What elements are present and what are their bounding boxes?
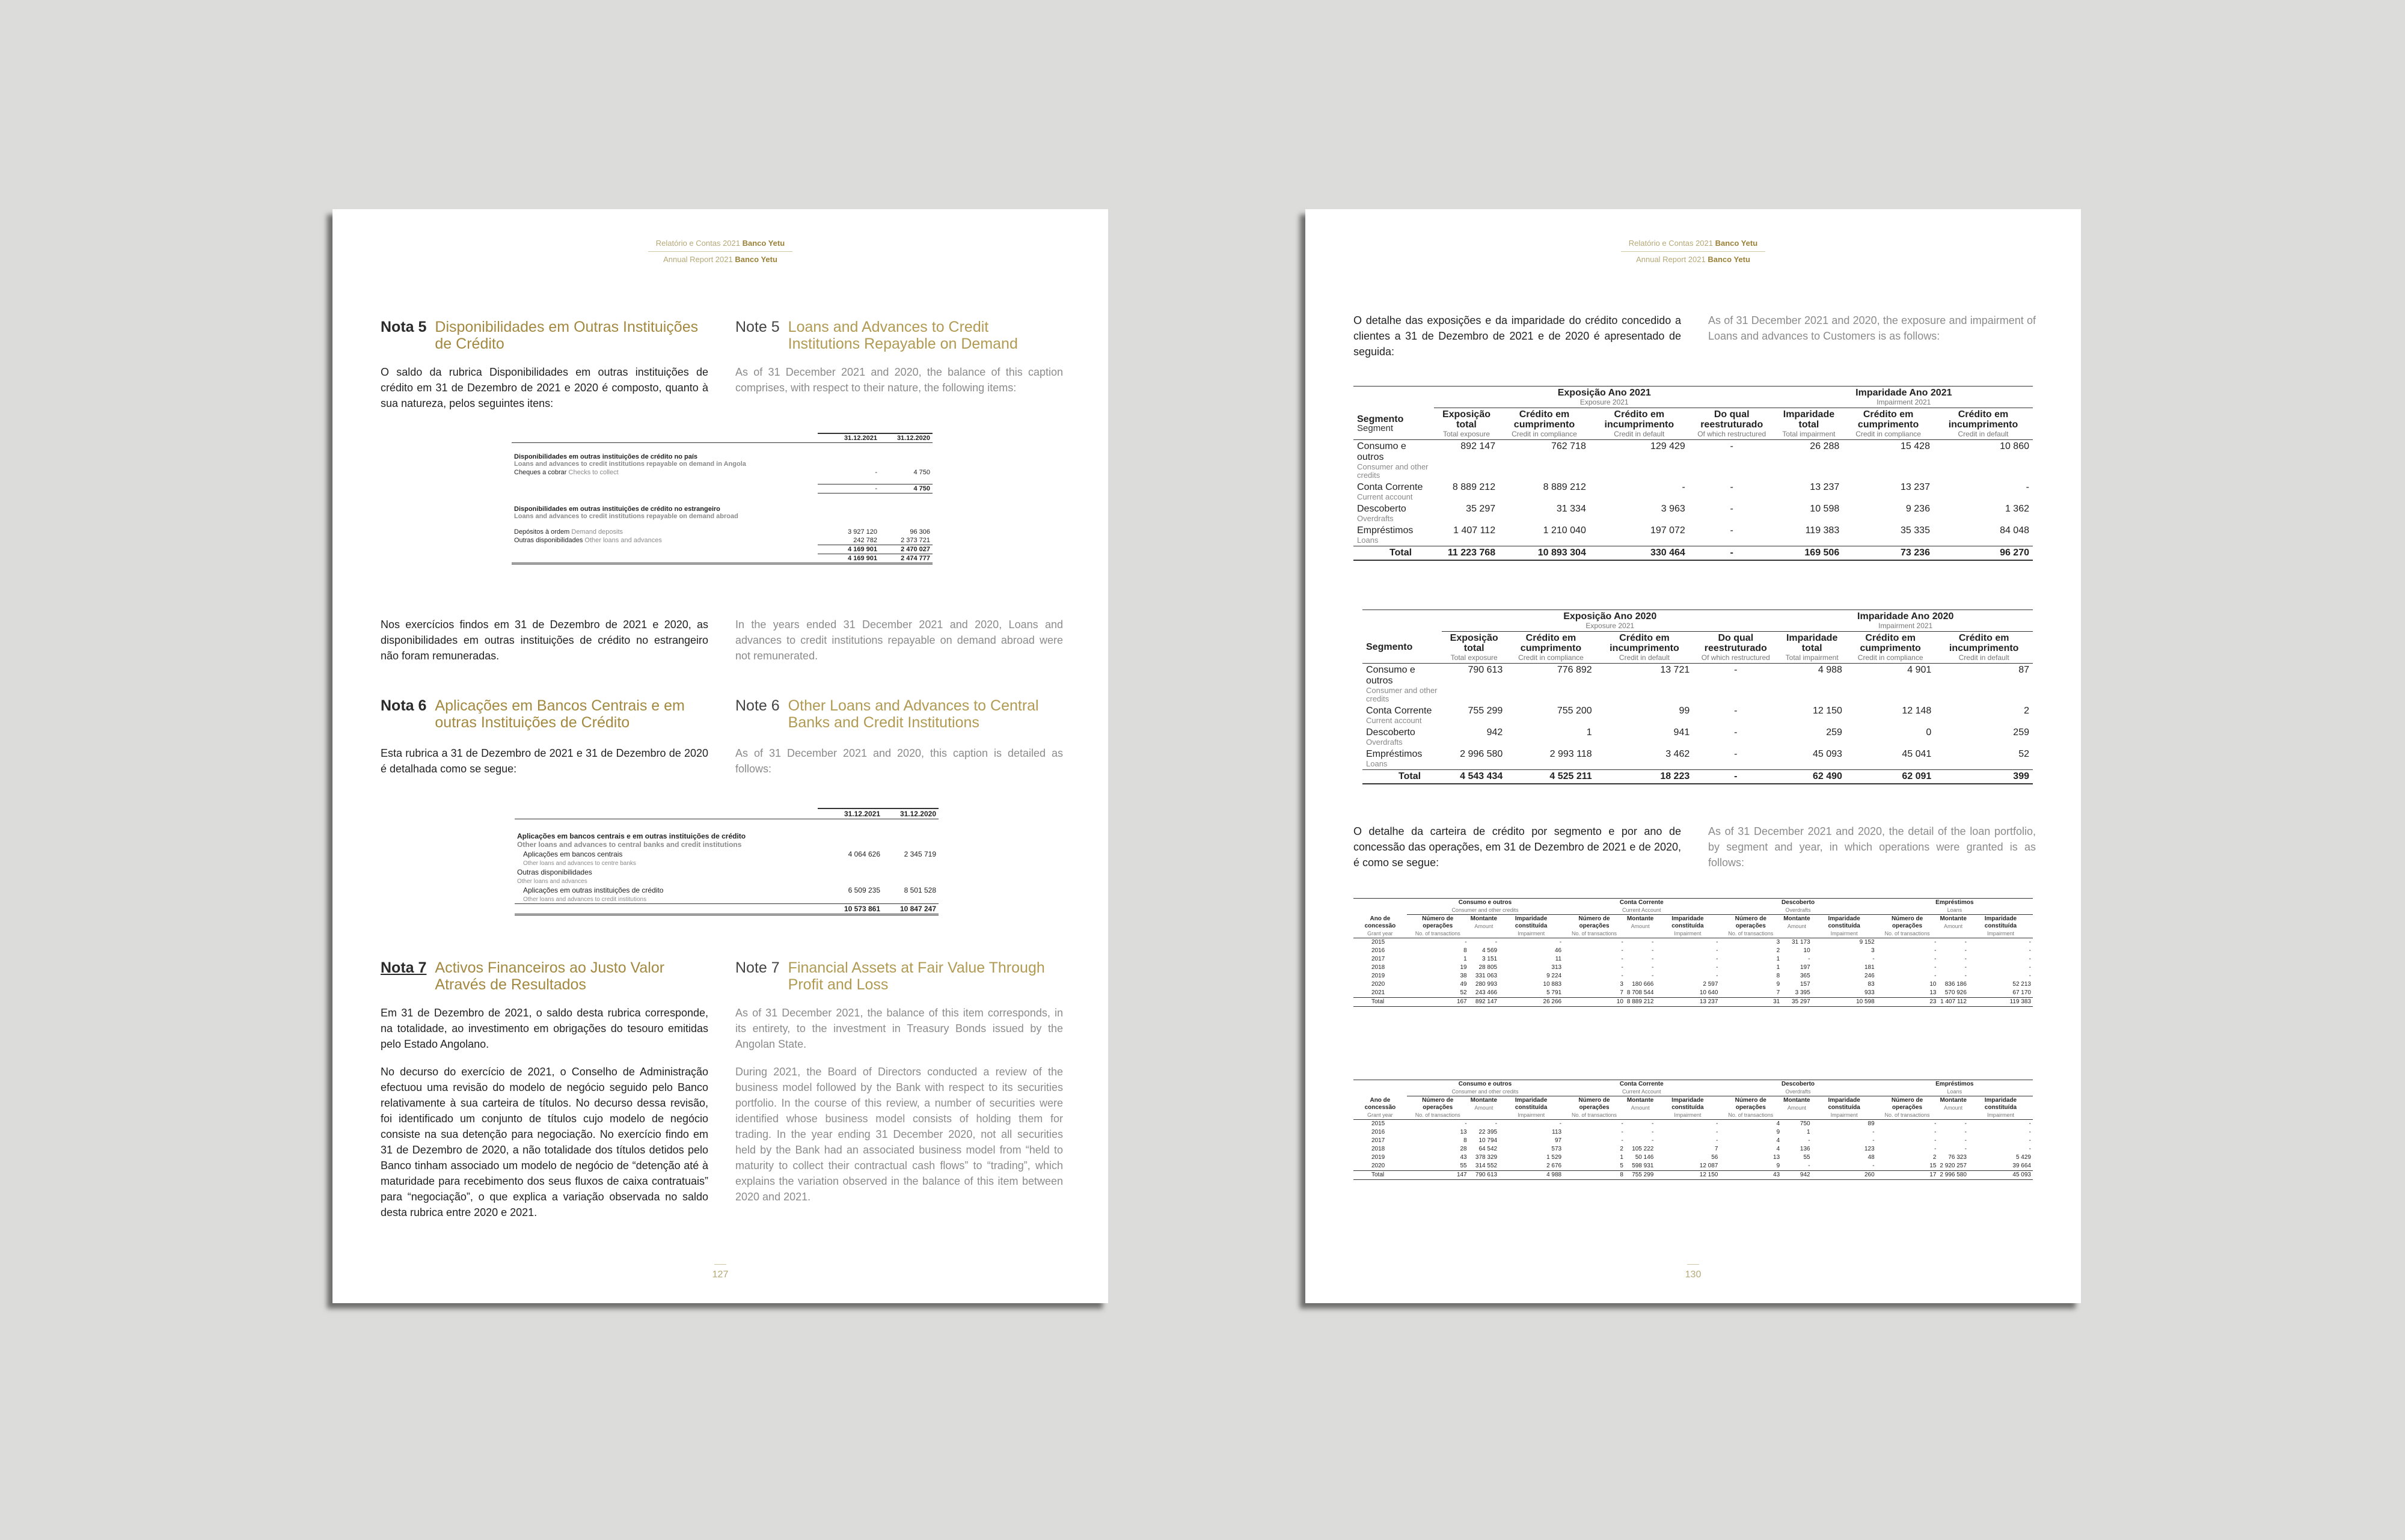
running-header — [332, 237, 1108, 266]
note6-heading-en: Note 6 Other Loans and Advances to Central Banks and Credit Institutions — [735, 697, 1039, 731]
report-page-right — [1305, 209, 2081, 1303]
vintage-table-2021: Consumo e outros Consumer and other credits Conta Corrente Current Account Descoberto Overdrafts Empréstimos Loans Ano de concessão Grant year Número de operações No. of transactions Montante Amount Imparidade constituída Impairment Número de operações No. of transactions Montante Amount Imparidade constituída Impairment Número de operações No. of transactions Montante Amount Imparidade constituída Impairment Número de operações No. of transactions Montante Amount Imparidade constituída Impairment 2015 - - - - - - 3 31 173 9 152 - - - 2016 8 4 569 46 - - - 2 10 3 - - - 2017 1 3 151 11 - - - 1 - - - - - 2018 19 28 805 313 - - - 1 197 181 - - - 2019 38 331 063 9 224 - - - 8 365 246 - - - 2020 49 280 993 10 883 3 180 666 2 597 9 157 83 10 836 186 52 213 2021 52 243 466 5 791 7 8 708 544 10 640 7 3 395 933 13 570 926 67 170 Total 167 892 147 26 266 10 8 889 212 13 237 31 35 297 10 598 23 1 407 112 119 383 — [1353, 898, 2033, 1007]
header-bank-pt: Banco Yetu — [1715, 239, 1758, 248]
table-row: 2015 - - - - - - 4 750 89 - - - — [1371, 1120, 2031, 1127]
note5-intro-pt: O saldo da rubrica Disponibilidades em outras instituições de crédito em 31 de Dezembro de 2021 e 2020 é composto, quanto à sua natureza, pelos seguintes itens: — [381, 366, 708, 409]
note5-table: 31.12.2021 31.12.2020 Disponibilidades em outras instituições de crédito no país Loans and advances to credit institutions repayable on demand in Angola Cheques a cobrar Checks to collect - 4 750 - 4 750 Disponibilidades em outras instituições de crédito no estrangeiro Loans and advances to credit institutions repayable on demand abroad Depósitos à ordem Demand deposits 3 927 120 96 306 Outras disponibilidades Other loans and advances 242 782 2 373 721 4 169 901 2 470 027 4 169 901 2 474 777 — [512, 433, 933, 564]
page-number: 127 — [332, 1264, 1108, 1280]
intro2-pt: O detalhe da carteira de crédito por segmento e por ano de concessão das operações, em 31 de Dezembro de 2021 e de 2020, é como se segue: — [1353, 825, 1681, 869]
note5-heading-en: Note 5 Loans and Advances to Credit Institutions Repayable on Demand — [735, 319, 1018, 352]
total-row: Total 11 223 768 10 893 304 330 464 - 169 506 73 236 96 270 — [1353, 546, 2033, 561]
note6-intro-en: As of 31 December 2021 and 2020, this caption is detailed as follows: — [735, 747, 1063, 775]
note6-heading-pt: Nota 6 Aplicações em Bancos Centrais e em outras Instituições de Crédito — [381, 697, 685, 731]
note5-remark-pt: Nos exercícios findos em 31 de Dezembro de 2021 e 2020, as disponibilidades em outras instituições de crédito no estrangeiro não foram remuneradas. — [381, 619, 708, 662]
table-row: 2015 - - - - - - 3 31 173 9 152 - - - — [1371, 939, 2031, 946]
table-row: 2021 52 243 466 5 791 7 8 708 544 10 640 7 3 395 933 13 570 926 67 170 — [1371, 989, 2031, 996]
note7-p1-en: As of 31 December 2021, the balance of this item corresponds, in its entirety, to the investment in Treasury Bonds issued by the Angolan State. — [735, 1007, 1063, 1050]
table-row: 2020 49 280 993 10 883 3 180 666 2 597 9 157 83 10 836 186 52 213 — [1371, 981, 2031, 988]
note6-table: 31.12.2021 31.12.2020 Aplicações em bancos centrais e em outras instituições de crédito Other loans and advances to central banks and credit institutions Aplicações em bancos centrais Other loans and advances to centre banks 4 064 626 2 345 719 Outras disponibilidades Other loans and advances Aplicações em outras instituições de crédito Other loans and advances to credit institutions 6 509 235 8 501 528 10 573 861 10 847 247 — [515, 808, 939, 915]
table-row: Descoberto Overdrafts 942 1 941 - 259 0 259 — [1366, 727, 2029, 747]
total-row: Total 167 892 147 26 266 10 8 889 212 13 237 31 35 297 10 598 23 1 407 112 119 383 — [1353, 998, 2033, 1007]
table-row: Descoberto Overdrafts 35 297 31 334 3 963 - 10 598 9 236 1 362 — [1357, 504, 2029, 523]
note5-intro-en: As of 31 December 2021 and 2020, the balance of this caption comprises, with respect to their nature, the following items: — [735, 366, 1063, 394]
note6-intro-pt: Esta rubrica a 31 de Dezembro de 2021 e 31 de Dezembro de 2020 é detalhada como se segue: — [381, 747, 708, 775]
note7-p2-pt: No decurso do exercício de 2021, o Conselho de Administração efectuou uma revisão do modelo de negócio seguido pelo Banco relativamente à sua carteira de títulos. No decurso dessa revisão, foi identificado um conjunto de títulos cujo modelo de negócio consiste na sua detenção para negociação. No exercício findo em 31 de Dezembro de 2020, a não totalidade dos títulos detidos pelo Banco tinham associado um modelo de negócio de “detenção até à maturidade para recebimento dos seus fluxos de caixa contratuais” para “negociação”, o que explica a variação observada no saldo desta rubrica entre 2020 e 2021. — [381, 1066, 708, 1218]
note7-p1-pt: Em 31 de Dezembro de 2021, o saldo desta rubrica corresponde, na totalidade, ao investimento em obrigações do tesouro emitidas pelo Estado Angolano. — [381, 1007, 708, 1050]
intro-en: As of 31 December 2021 and 2020, the exposure and impairment of Loans and advances to Customers is as follows: — [1708, 314, 2036, 342]
header-title-pt: Relatório e Contas 2021 — [655, 239, 740, 248]
note7-heading-pt: Nota 7 Activos Financeiros ao Justo Valor Através de Resultados — [381, 959, 665, 993]
intro-pt: O detalhe das exposições e da imparidade do crédito concedido a clientes a 31 de Dezembro de 2021 e de 2020 é apresentado de seguida: — [1353, 314, 1681, 358]
table-row: 2019 38 331 063 9 224 - - - 8 365 246 - - - — [1371, 973, 2031, 979]
vintage-table-2020: Consumo e outros Consumer and other credits Conta Corrente Current Account Descoberto Overdrafts Empréstimos Loans Ano de concessão Grant year Número de operações No. of transactions Montante Amount Imparidade constituída Impairment Número de operações No. of transactions Montante Amount Imparidade constituída Impairment Número de operações No. of transactions Montante Amount Imparidade constituída Impairment Número de operações No. of transactions Montante Amount Imparidade constituída Impairment 2015 - - - - - - 4 750 89 - - - 2016 13 22 395 113 - - - 9 1 - - - - 2017 8 10 794 97 - - - 4 - - - - - 2018 28 64 542 573 2 105 222 7 4 136 123 - - - 2019 43 378 329 1 529 1 50 146 56 13 55 48 2 76 323 5 429 2020 55 314 552 2 676 5 598 931 12 087 9 - - 15 2 920 257 39 664 Total 147 790 613 4 988 8 755 299 12 150 43 942 260 17 2 996 580 45 093 — [1353, 1080, 2033, 1180]
table-row: Consumo e outros Consumer and other credits 892 147 762 718 129 429 - 26 288 15 428 10 860 — [1357, 441, 2029, 480]
table-row: 2018 28 64 542 573 2 105 222 7 4 136 123 - - - — [1371, 1146, 2031, 1152]
table-row: 2016 8 4 569 46 - - - 2 10 3 - - - — [1371, 947, 2031, 954]
note5-remark-en: In the years ended 31 December 2021 and 2020, Loans and advances to credit institutions repayable on demand abroad were not remunerated. — [735, 619, 1063, 662]
header-bank-en: Banco Yetu — [1708, 255, 1750, 264]
page-number: 130 — [1305, 1264, 2081, 1280]
table-row: 2017 8 10 794 97 - - - 4 - - - - - — [1371, 1137, 2031, 1144]
table-row: 2018 19 28 805 313 - - - 1 197 181 - - - — [1371, 964, 2031, 971]
table-row: Empréstimos Loans 1 407 112 1 210 040 197 072 - 119 383 35 335 84 048 — [1357, 525, 2029, 545]
table-row: Consumo e outros Consumer and other credits 790 613 776 892 13 721 - 4 988 4 901 87 — [1366, 665, 2029, 703]
note7-heading-en: Note 7 Financial Assets at Fair Value Through Profit and Loss — [735, 959, 1045, 993]
header-bank-pt: Banco Yetu — [742, 239, 785, 248]
table-row: 2016 13 22 395 113 - - - 9 1 - - - - — [1371, 1129, 2031, 1135]
running-header — [1305, 237, 2081, 266]
table-row: Empréstimos Loans 2 996 580 2 993 118 3 462 - 45 093 45 041 52 — [1366, 749, 2029, 768]
table-row: 2017 1 3 151 11 - - - 1 - - - - - — [1371, 956, 2031, 962]
table-row: Conta Corrente Current account 755 299 755 200 99 - 12 150 12 148 2 — [1366, 706, 2029, 725]
header-title-pt: Relatório e Contas 2021 — [1628, 239, 1713, 248]
header-bank-en: Banco Yetu — [735, 255, 777, 264]
note7-p2-en: During 2021, the Board of Directors conducted a review of the business model followed by the Bank with respect to its securities portfolio. In the course of this review, a number of securities were identified whose business model consists of holding them for trading. In the year ending 31 December 2020, not all securities held by the Bank had an associated business model from “held to maturity to collect their contractual cash flows” to “trading”, which explains the variation observed in the balance of this item between 2020 and 2021. — [735, 1066, 1063, 1203]
exposure-table-2020: Exposição Ano 2020 Exposure 2021 Imparidade Ano 2020 Impairment 2021 Segmento Exposição total Total exposure Crédito em cumprimento Credit in compliance Crédito em incumprimento Credit in default Do qual reestruturado Of which restructured Imparidade total Total impairment Crédito em cumprimento Credit in compliance Crédito em incumprimento Credit in default Consumo e outros Consumer and other credits 790 613 776 892 13 721 - 4 988 4 901 87 Conta Corrente Current account 755 299 755 200 99 - 12 150 12 148 2 Descoberto Overdrafts 942 1 941 - 259 0 259 Empréstimos Loans 2 996 580 2 993 118 3 462 - 45 093 45 041 52 Total 4 543 434 4 525 211 18 223 - 62 490 62 091 399 — [1362, 610, 2033, 784]
header-title-en: Annual Report 2021 — [1636, 255, 1706, 264]
report-page-left — [332, 209, 1108, 1303]
table-row: Conta Corrente Current account 8 889 212 8 889 212 - - 13 237 13 237 - — [1357, 482, 2029, 501]
header-title-en: Annual Report 2021 — [663, 255, 733, 264]
table-row: 2020 55 314 552 2 676 5 598 931 12 087 9 - - 15 2 920 257 39 664 — [1371, 1163, 2031, 1169]
total-row: Total 147 790 613 4 988 8 755 299 12 150 43 942 260 17 2 996 580 45 093 — [1353, 1171, 2033, 1180]
intro2-en: As of 31 December 2021 and 2020, the detail of the loan portfolio, by segment and year, in which operations were granted is as follows: — [1708, 825, 2036, 869]
total-row: Total 4 543 434 4 525 211 18 223 - 62 490 62 091 399 — [1362, 770, 2033, 784]
exposure-table-2021: Exposição Ano 2021 Exposure 2021 Imparidade Ano 2021 Impairment 2021 Segmento Segment Exposição total Total exposure Crédito em cumprimento Credit in compliance Crédito em incumprimento Credit in default Do qual reestruturado Of which restructured Imparidade total Total impairment Crédito em cumprimento Credit in compliance Crédito em incumprimento Credit in default Consumo e outros Consumer and other credits 892 147 762 718 129 429 - 26 288 15 428 10 860 Conta Corrente Current account 8 889 212 8 889 212 - - 13 237 13 237 - Descoberto Overdrafts 35 297 31 334 3 963 - 10 598 9 236 1 362 Empréstimos Loans 1 407 112 1 210 040 197 072 - 119 383 35 335 84 048 Total 11 223 768 10 893 304 330 464 - 169 506 73 236 96 270 — [1353, 386, 2033, 561]
table-row: 2019 43 378 329 1 529 1 50 146 56 13 55 48 2 76 323 5 429 — [1371, 1154, 2031, 1161]
note5-heading-pt: Nota 5 Disponibilidades em Outras Instituições de Crédito — [381, 319, 699, 352]
